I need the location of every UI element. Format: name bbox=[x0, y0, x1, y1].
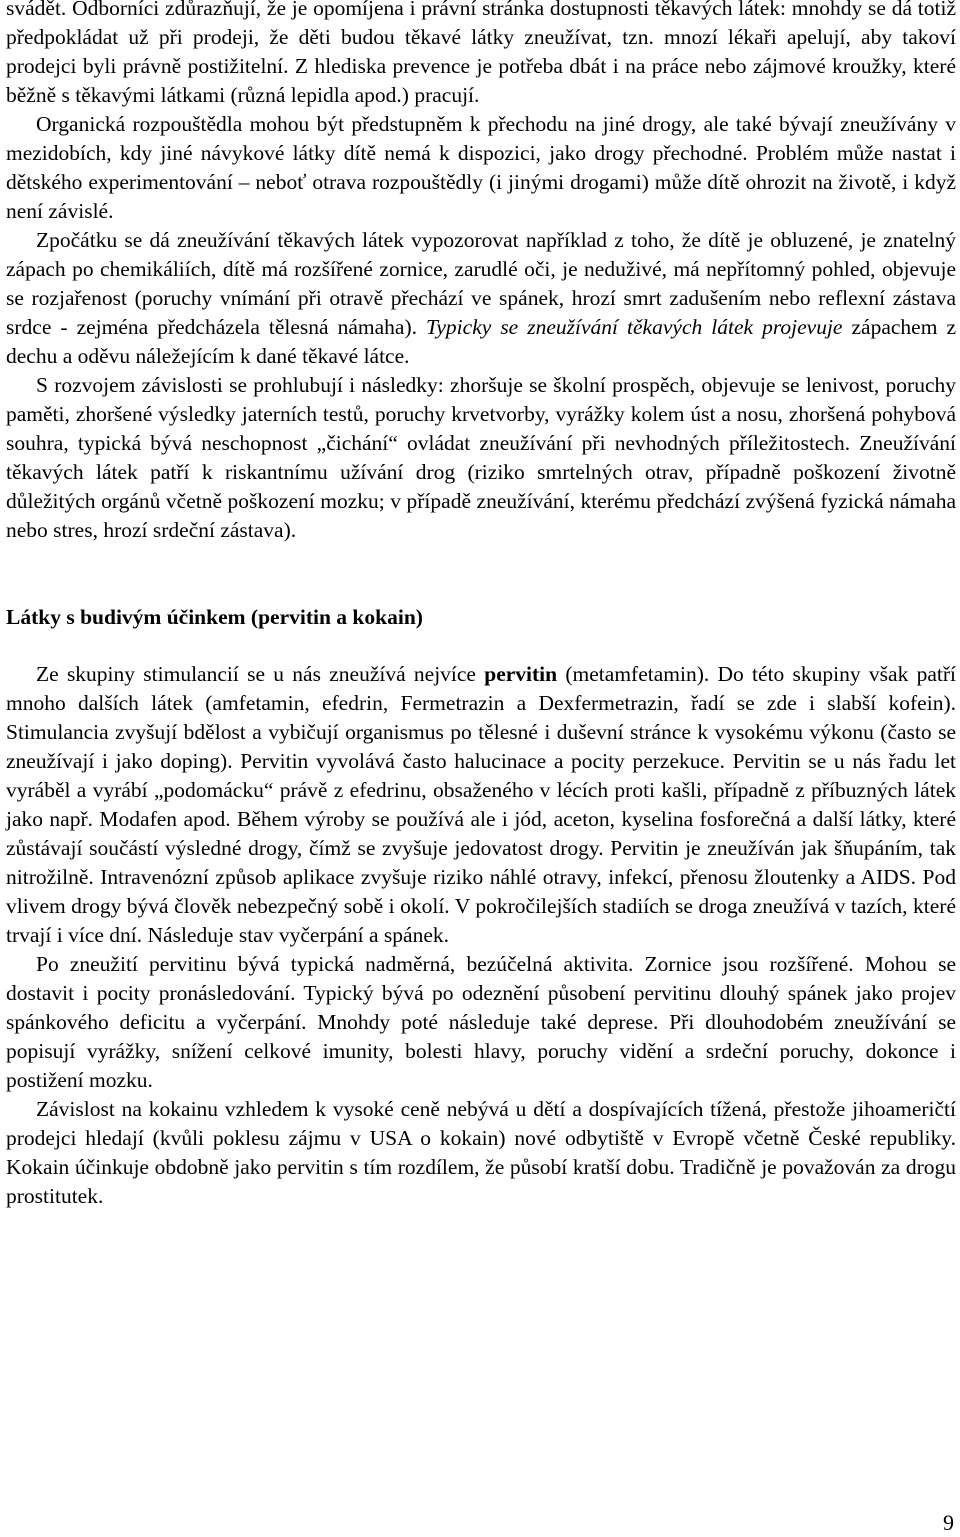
document-page bbox=[6, 0, 956, 1211]
paragraph-inhalant-legal: svádět. Odborníci zdůrazňují, že je opomíjena i právní stránka dostupnosti těkavých látek: mnohdy se dá totiž předpokládat už při prodeji, že děti budou těkavé látky zneužívat, tzn. mnozí lékaři apelují, aby takoví prodejci byli právně postižitelní. Z hlediska prevence je potřeba dbát i na práce nebo zájmové kroužky, které běžně s těkavými látkami (různá lepidla apod.) pracují. bbox=[6, 0, 956, 107]
paragraph-cocaine: Závislost na kokainu vzhledem k vysoké ceně nebývá u dětí a dospívajících tížená, přestože jihoameričtí prodejci hledají (kvůli poklesu zájmu v USA o kokain) nové odbytiště v Evropě včetně České republiky. Kokain účinkuje obdobně jako pervitin s tím rozdílem, že působí kratší dobu. Tradičně je považován za drogu prostitutek. bbox=[6, 1097, 956, 1208]
pervitin-bold-term: pervitin bbox=[484, 662, 558, 686]
paragraph-inhalant-gateway: Organická rozpouštědla mohou být předstupněm k přechodu na jiné drogy, ale také bývají zneužívány v mezidobích, kdy jiné návykové látky dítě nemá k dispozici, jako drogy přechodné. Problém může nastat i dětského experimentování – neboť otrava rozpouštědly (i jinými drogami) může dítě ohrozit na životě, i když není závislé. bbox=[6, 112, 956, 223]
stimulants-text-end: (metamfetamin). Do této skupiny však patří mnoho dalších látek (amfetamin, efedrin, Fermetrazin a Dexfermetrazin, řadí se zde i slabší kofein). Stimulancia zvyšují bdělost a vybičují organismus po tělesné i duševní stránce k vysokému výkonu (často se zneužívají i jako doping). Pervitin vyvolává často halucinace a pocity perzekuce. Pervitin se u nás řadu let vyráběl a vyrábí „podomácku“ právě z efedrinu, obsaženého v lécích proti kašli, případně z příbuzných látek jako např. Modafen apod. Během výroby se používá ale i jód, aceton, kyselina fosforečná a další látky, které zůstávají součástí výsledné drogy, čímž se zvyšuje jedovatost drogy. Pervitin je zneužíván jak šňupáním, tak nitrožilně. Intravenózní způsob aplikace zvyšuje riziko náhlé otravy, infekcí, přenosu žloutenky a AIDS. Pod vlivem drogy bývá člověk nebezpečný sobě i okolí. V pokročilejších stadiích se droga zneužívá v tazích, které trvají i více dní. Následuje stav vyčerpání a spánek. bbox=[6, 662, 956, 947]
signs-text-end: zápachem z dechu a oděvu náležejícím k dané těkavé látce. bbox=[6, 315, 957, 368]
signs-italic-phrase: Typicky se zneužívání těkavých látek projevuje bbox=[426, 315, 843, 339]
page-number: 9 bbox=[943, 1510, 954, 1535]
stimulants-text-start: Ze skupiny stimulancií se u nás zneužívá nejvíce bbox=[36, 662, 485, 686]
paragraph-pervitin-effects: Po zneužití pervitinu bývá typická nadměrná, bezúčelná aktivita. Zornice jsou rozšířené. Mohou se dostavit i pocity pronásledování. Typický bývá po odeznění působení pervitinu dlouhý spánek jako projev spánkového deficitu a vyčerpání. Mnohdy poté následuje také deprese. Při dlouhodobém zneužívání se popisují vyrážky, snížení celkové imunity, bolesti hlavy, poruchy vidění a srdeční poruchy, dokonce i postižení mozku. bbox=[6, 952, 956, 1092]
signs-text-start: Zpočátku se dá zneužívání těkavých látek vypozorovat například z toho, že dítě je obluzené, je znatelný zápach po chemikáliích, dítě má rozšířené zornice, zarudlé oči, je neduživé, má nepřítomný pohled, objevuje se rozjařenost (poruchy vnímání při otravě přechází ve spánek, hrozí smrt zadušením nebo reflexní zástava srdce - zejména předcházela tělesná námaha). bbox=[6, 228, 956, 339]
paragraph-stimulants-intro bbox=[6, 660, 956, 950]
heading-spacer bbox=[6, 632, 956, 660]
paragraph-inhalant-signs bbox=[6, 226, 956, 371]
paragraph-inhalant-consequences: S rozvojem závislosti se prohlubují i následky: zhoršuje se školní prospěch, objevuje se lenivost, poruchy paměti, zhoršené výsledky jaterních testů, poruchy krvetvorby, vyrážky kolem úst a nosu, zhoršená pohybová souhra, typická bývá neschopnost „čichání“ ovládat zneužívání při nevhodných příležitostech. Zneužívání těkavých látek patří k riskantnímu užívání drog (riziko smrtelných otrav, případně poškození životně důležitých orgánů včetně poškození mozku; v případě zneužívání, kterému předchází zvýšená fyzická námaha nebo stres, hrozí srdeční zástava). bbox=[6, 373, 956, 542]
section-heading: Látky s budivým účinkem (pervitin a kokain) bbox=[6, 605, 423, 629]
section-spacer bbox=[6, 545, 956, 603]
